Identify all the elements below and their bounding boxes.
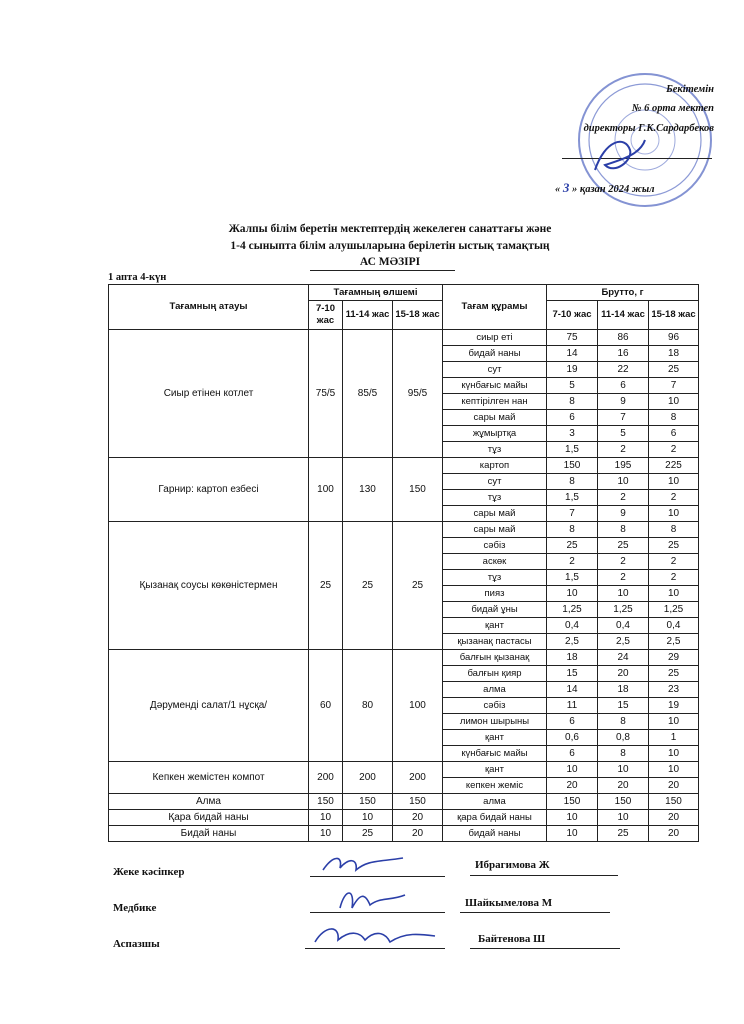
brutto-value: 2,5 [649, 634, 699, 650]
header-brutto-15-18: 15-18 жас [649, 301, 699, 330]
brutto-value: 1,5 [547, 570, 598, 586]
table-row [109, 650, 699, 666]
brutto-value: 20 [598, 666, 649, 682]
header-brutto-11-14: 11-14 жас [598, 301, 649, 330]
brutto-value: 6 [547, 714, 598, 730]
brutto-value: 3 [547, 426, 598, 442]
brutto-value: 19 [547, 362, 598, 378]
header-brutto: Брутто, г [547, 285, 699, 301]
ingredient-name: жұмыртқа [443, 426, 547, 442]
dish-portion: 100 [393, 650, 443, 762]
menu-table [108, 284, 699, 842]
dish-portion: 25 [309, 522, 343, 650]
table-row [109, 826, 699, 842]
brutto-value: 15 [598, 698, 649, 714]
brutto-value: 10 [649, 586, 699, 602]
brutto-value: 10 [598, 762, 649, 778]
brutto-value: 2 [649, 570, 699, 586]
dish-portion: 25 [343, 522, 393, 650]
brutto-value: 1,25 [547, 602, 598, 618]
date-open: « [555, 184, 561, 195]
ingredient-name: пияз [443, 586, 547, 602]
brutto-value: 20 [649, 810, 699, 826]
table-row [109, 522, 699, 538]
brutto-value: 20 [649, 778, 699, 794]
title-underline [310, 270, 455, 271]
brutto-value: 10 [547, 826, 598, 842]
brutto-value: 8 [649, 522, 699, 538]
brutto-value: 195 [598, 458, 649, 474]
brutto-value: 25 [598, 826, 649, 842]
ingredient-name: сиыр еті [443, 330, 547, 346]
dish-name: Бидай наны [109, 826, 309, 842]
menu-table-body [109, 330, 699, 842]
brutto-value: 10 [649, 762, 699, 778]
brutto-value: 29 [649, 650, 699, 666]
table-row [109, 458, 699, 474]
signature-name-entrepreneur: Ибрагимова Ж [475, 859, 550, 871]
approval-date [555, 180, 715, 196]
brutto-value: 9 [598, 506, 649, 522]
brutto-value: 150 [547, 794, 598, 810]
ingredient-name: сут [443, 362, 547, 378]
dish-portion: 100 [309, 458, 343, 522]
brutto-value: 6 [547, 746, 598, 762]
brutto-value: 6 [598, 378, 649, 394]
ingredient-name: қара бидай наны [443, 810, 547, 826]
ingredient-name: лимон шырыны [443, 714, 547, 730]
brutto-value: 2 [598, 570, 649, 586]
ingredient-name: аскөк [443, 554, 547, 570]
brutto-value: 75 [547, 330, 598, 346]
brutto-value: 10 [598, 586, 649, 602]
ingredient-name: бидай наны [443, 346, 547, 362]
dish-portion: 200 [393, 762, 443, 794]
brutto-value: 86 [598, 330, 649, 346]
header-age-15-18: 15-18 жас [393, 301, 443, 330]
doc-title-line3: АС МӘЗІРІ [359, 256, 421, 268]
ingredient-name: сәбіз [443, 538, 547, 554]
brutto-value: 14 [547, 682, 598, 698]
brutto-value: 10 [649, 714, 699, 730]
brutto-value: 96 [649, 330, 699, 346]
table-row [109, 810, 699, 826]
signature-role-cook: Аспазшы [113, 938, 160, 950]
date-day: 3 [562, 180, 570, 195]
ingredient-name: қант [443, 730, 547, 746]
dish-portion: 10 [309, 810, 343, 826]
brutto-value: 0,4 [598, 618, 649, 634]
dish-portion: 10 [343, 810, 393, 826]
brutto-value: 5 [547, 378, 598, 394]
brutto-value: 225 [649, 458, 699, 474]
brutto-value: 10 [547, 762, 598, 778]
signature-name-nurse: Шайкымелова М [465, 897, 553, 909]
ingredient-name: балғын қызанақ [443, 650, 547, 666]
dish-portion: 75/5 [309, 330, 343, 458]
brutto-value: 1 [649, 730, 699, 746]
week-day-label: 1 апта 4-күн [108, 272, 167, 283]
dish-portion: 60 [309, 650, 343, 762]
brutto-value: 6 [649, 426, 699, 442]
signature-name-cook: Байтенова Ш [478, 933, 546, 945]
brutto-value: 2 [598, 554, 649, 570]
signature-name-line-entrepreneur [470, 875, 618, 876]
brutto-value: 7 [649, 378, 699, 394]
dish-portion: 85/5 [343, 330, 393, 458]
brutto-value: 2,5 [598, 634, 649, 650]
ingredient-name: қызанақ пастасы [443, 634, 547, 650]
brutto-value: 2 [598, 490, 649, 506]
brutto-value: 150 [598, 794, 649, 810]
brutto-value: 150 [547, 458, 598, 474]
brutto-value: 2 [649, 490, 699, 506]
ingredient-name: қант [443, 762, 547, 778]
ingredient-name: тұз [443, 570, 547, 586]
brutto-value: 1,5 [547, 442, 598, 458]
doc-title-line2: 1-4 сыныпта білім алушыларына берілетін ыстық тамақтың [230, 240, 550, 252]
brutto-value: 11 [547, 698, 598, 714]
dish-portion: 95/5 [393, 330, 443, 458]
brutto-value: 20 [649, 826, 699, 842]
date-close: » [572, 184, 578, 195]
brutto-value: 2 [649, 554, 699, 570]
brutto-value: 18 [598, 682, 649, 698]
brutto-value: 10 [649, 746, 699, 762]
ingredient-name: қант [443, 618, 547, 634]
dish-portion: 20 [393, 810, 443, 826]
signature-name-line-cook [470, 948, 620, 949]
brutto-value: 1,25 [598, 602, 649, 618]
brutto-value: 8 [547, 394, 598, 410]
ingredient-name: бидай наны [443, 826, 547, 842]
header-portion: Тағамның өлшемі [309, 285, 443, 301]
dish-portion: 150 [393, 458, 443, 522]
dish-portion: 25 [393, 522, 443, 650]
brutto-value: 2,5 [547, 634, 598, 650]
ingredient-name: алма [443, 682, 547, 698]
table-row [109, 330, 699, 346]
brutto-value: 10 [649, 394, 699, 410]
brutto-value: 18 [649, 346, 699, 362]
brutto-value: 1,5 [547, 490, 598, 506]
brutto-value: 10 [598, 474, 649, 490]
dish-portion: 20 [393, 826, 443, 842]
brutto-value: 15 [547, 666, 598, 682]
dish-name: Алма [109, 794, 309, 810]
dish-portion: 80 [343, 650, 393, 762]
brutto-value: 9 [598, 394, 649, 410]
signature-cook [310, 920, 440, 952]
signature-nurse [330, 883, 410, 915]
brutto-value: 8 [547, 474, 598, 490]
brutto-value: 25 [649, 362, 699, 378]
table-row [109, 794, 699, 810]
brutto-value: 10 [598, 810, 649, 826]
brutto-value: 25 [649, 538, 699, 554]
doc-title-line1: Жалпы білім беретін мектептердің жекелеген санаттағы және [228, 223, 552, 235]
ingredient-name: алма [443, 794, 547, 810]
brutto-value: 2 [547, 554, 598, 570]
brutto-value: 150 [649, 794, 699, 810]
brutto-value: 8 [598, 746, 649, 762]
ingredient-name: сары май [443, 506, 547, 522]
brutto-value: 16 [598, 346, 649, 362]
brutto-value: 22 [598, 362, 649, 378]
ingredient-name: тұз [443, 490, 547, 506]
date-rest: қазан 2024 жыл [579, 184, 655, 195]
ingredient-name: кептірілген нан [443, 394, 547, 410]
brutto-value: 2 [598, 442, 649, 458]
brutto-value: 20 [547, 778, 598, 794]
signature-name-line-nurse [460, 912, 610, 913]
brutto-value: 25 [649, 666, 699, 682]
approval-school: № 6 орта мектеп [631, 103, 714, 114]
brutto-value: 0,4 [649, 618, 699, 634]
ingredient-name: балғын қияр [443, 666, 547, 682]
header-brutto-7-10: 7-10 жас [547, 301, 598, 330]
brutto-value: 24 [598, 650, 649, 666]
dish-portion: 130 [343, 458, 393, 522]
brutto-value: 20 [598, 778, 649, 794]
dish-name: Қызанақ соусы көкөністермен [109, 522, 309, 650]
brutto-value: 18 [547, 650, 598, 666]
brutto-value: 0,4 [547, 618, 598, 634]
ingredient-name: сары май [443, 522, 547, 538]
brutto-value: 8 [649, 410, 699, 426]
dish-name: Дәрумендi салат/1 нұсқа/ [109, 650, 309, 762]
brutto-value: 8 [547, 522, 598, 538]
dish-portion: 150 [343, 794, 393, 810]
brutto-value: 25 [598, 538, 649, 554]
header-age-7-10: 7-10 жас [309, 301, 343, 330]
brutto-value: 10 [649, 506, 699, 522]
brutto-value: 6 [547, 410, 598, 426]
ingredient-name: күнбағыс майы [443, 378, 547, 394]
dish-portion: 150 [393, 794, 443, 810]
ingredient-name: кепкен жеміс [443, 778, 547, 794]
director-signature [585, 130, 655, 185]
brutto-value: 25 [547, 538, 598, 554]
dish-portion: 150 [309, 794, 343, 810]
signature-entrepreneur [318, 850, 408, 880]
brutto-value: 19 [649, 698, 699, 714]
ingredient-name: сары май [443, 410, 547, 426]
approval-title: Бекітемін [666, 84, 714, 95]
signature-role-entrepreneur: Жеке кәсіпкер [113, 866, 185, 878]
brutto-value: 5 [598, 426, 649, 442]
brutto-value: 10 [547, 586, 598, 602]
dish-name: Гарнир: картоп езбесі [109, 458, 309, 522]
ingredient-name: күнбағыс майы [443, 746, 547, 762]
brutto-value: 23 [649, 682, 699, 698]
dish-portion: 25 [343, 826, 393, 842]
brutto-value: 0,6 [547, 730, 598, 746]
brutto-value: 7 [598, 410, 649, 426]
ingredient-name: тұз [443, 442, 547, 458]
ingredient-name: сут [443, 474, 547, 490]
brutto-value: 10 [547, 810, 598, 826]
header-age-11-14: 11-14 жас [343, 301, 393, 330]
dish-portion: 200 [309, 762, 343, 794]
dish-name: Сиыр етінен котлет [109, 330, 309, 458]
dish-portion: 10 [309, 826, 343, 842]
ingredient-name: бидай ұны [443, 602, 547, 618]
brutto-value: 8 [598, 714, 649, 730]
brutto-value: 2 [649, 442, 699, 458]
brutto-value: 14 [547, 346, 598, 362]
dish-name: Қара бидай наны [109, 810, 309, 826]
approval-director: директоры Г.К.Сардарбеков [583, 123, 714, 134]
header-dish-name: Тағамның атауы [109, 285, 309, 330]
header-ingredients: Тағам құрамы [443, 285, 547, 330]
dish-portion: 200 [343, 762, 393, 794]
signature-role-nurse: Медбике [113, 902, 157, 914]
dish-name: Кепкен жемістен компот [109, 762, 309, 794]
brutto-value: 8 [598, 522, 649, 538]
brutto-value: 7 [547, 506, 598, 522]
table-row [109, 762, 699, 778]
brutto-value: 1,25 [649, 602, 699, 618]
ingredient-name: сәбіз [443, 698, 547, 714]
brutto-value: 0,8 [598, 730, 649, 746]
brutto-value: 10 [649, 474, 699, 490]
ingredient-name: картоп [443, 458, 547, 474]
